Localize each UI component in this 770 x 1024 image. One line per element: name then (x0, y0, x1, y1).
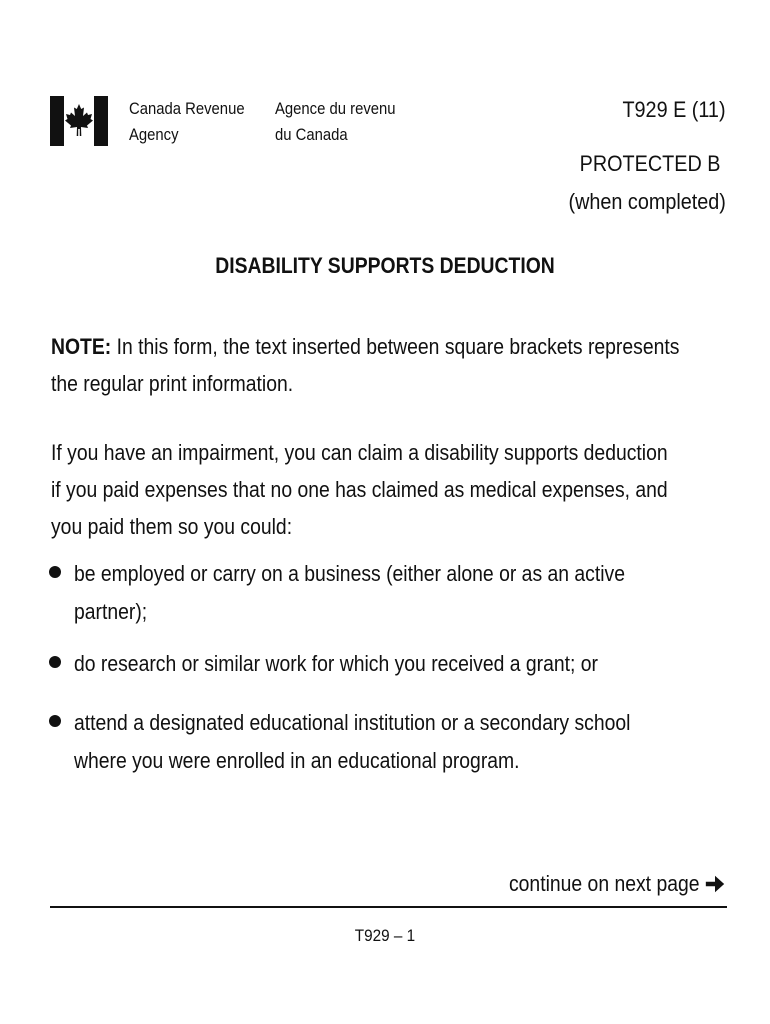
bullet-1-line-2: partner); (74, 599, 148, 624)
note-paragraph (51, 328, 720, 402)
bullet-2-line-1: do research or similar work for which you received a grant; or (74, 651, 599, 676)
intro-paragraph (51, 434, 720, 545)
agency-name-english (129, 96, 245, 148)
canada-flag-icon (50, 96, 108, 146)
agency-name-french (275, 96, 396, 148)
protected-label: PROTECTED B (579, 151, 720, 176)
bullet-3-line-1: attend a designated educational institution or a secondary school (74, 710, 631, 735)
intro-line-2: if you paid expenses that no one has claimed as medical expenses, and (51, 477, 668, 502)
agency-en-line-1: Canada Revenue (129, 100, 245, 118)
continue-next-page-link[interactable] (483, 868, 726, 900)
form-number: T929 E (11) (622, 97, 726, 122)
note-line-2: the regular print information. (51, 371, 294, 396)
bullet-text (74, 704, 743, 780)
note-line-1 (51, 328, 720, 365)
bullet-dot-icon (49, 656, 61, 668)
when-completed-label: (when completed) (568, 189, 726, 214)
page-number: T929 – 1 (354, 926, 416, 945)
arrow-right-icon (704, 872, 726, 896)
form-title: DISABILITY SUPPORTS DEDUCTION (215, 253, 555, 278)
agency-en-line-2: Agency (129, 126, 179, 144)
bullet-dot-icon (49, 566, 61, 578)
bullet-text (74, 645, 743, 683)
note-label: NOTE: (51, 334, 112, 359)
agency-fr-line-1: Agence du revenu (275, 100, 396, 118)
bullet-text (74, 555, 743, 631)
footer-divider (50, 906, 727, 908)
intro-line-3: you paid them so you could: (51, 514, 293, 539)
intro-line-1: If you have an impairment, you can claim a disability supports deduction (51, 440, 668, 465)
agency-fr-line-2: du Canada (275, 126, 348, 144)
continue-label: continue on next page (509, 871, 700, 896)
bullet-3-line-2: where you were enrolled in an educational program. (74, 748, 520, 773)
bullet-1-line-1: be employed or carry on a business (either alone or as an active (74, 561, 625, 586)
bullet-dot-icon (49, 715, 61, 727)
note-text-1: In this form, the text inserted between square brackets represents (111, 334, 680, 359)
